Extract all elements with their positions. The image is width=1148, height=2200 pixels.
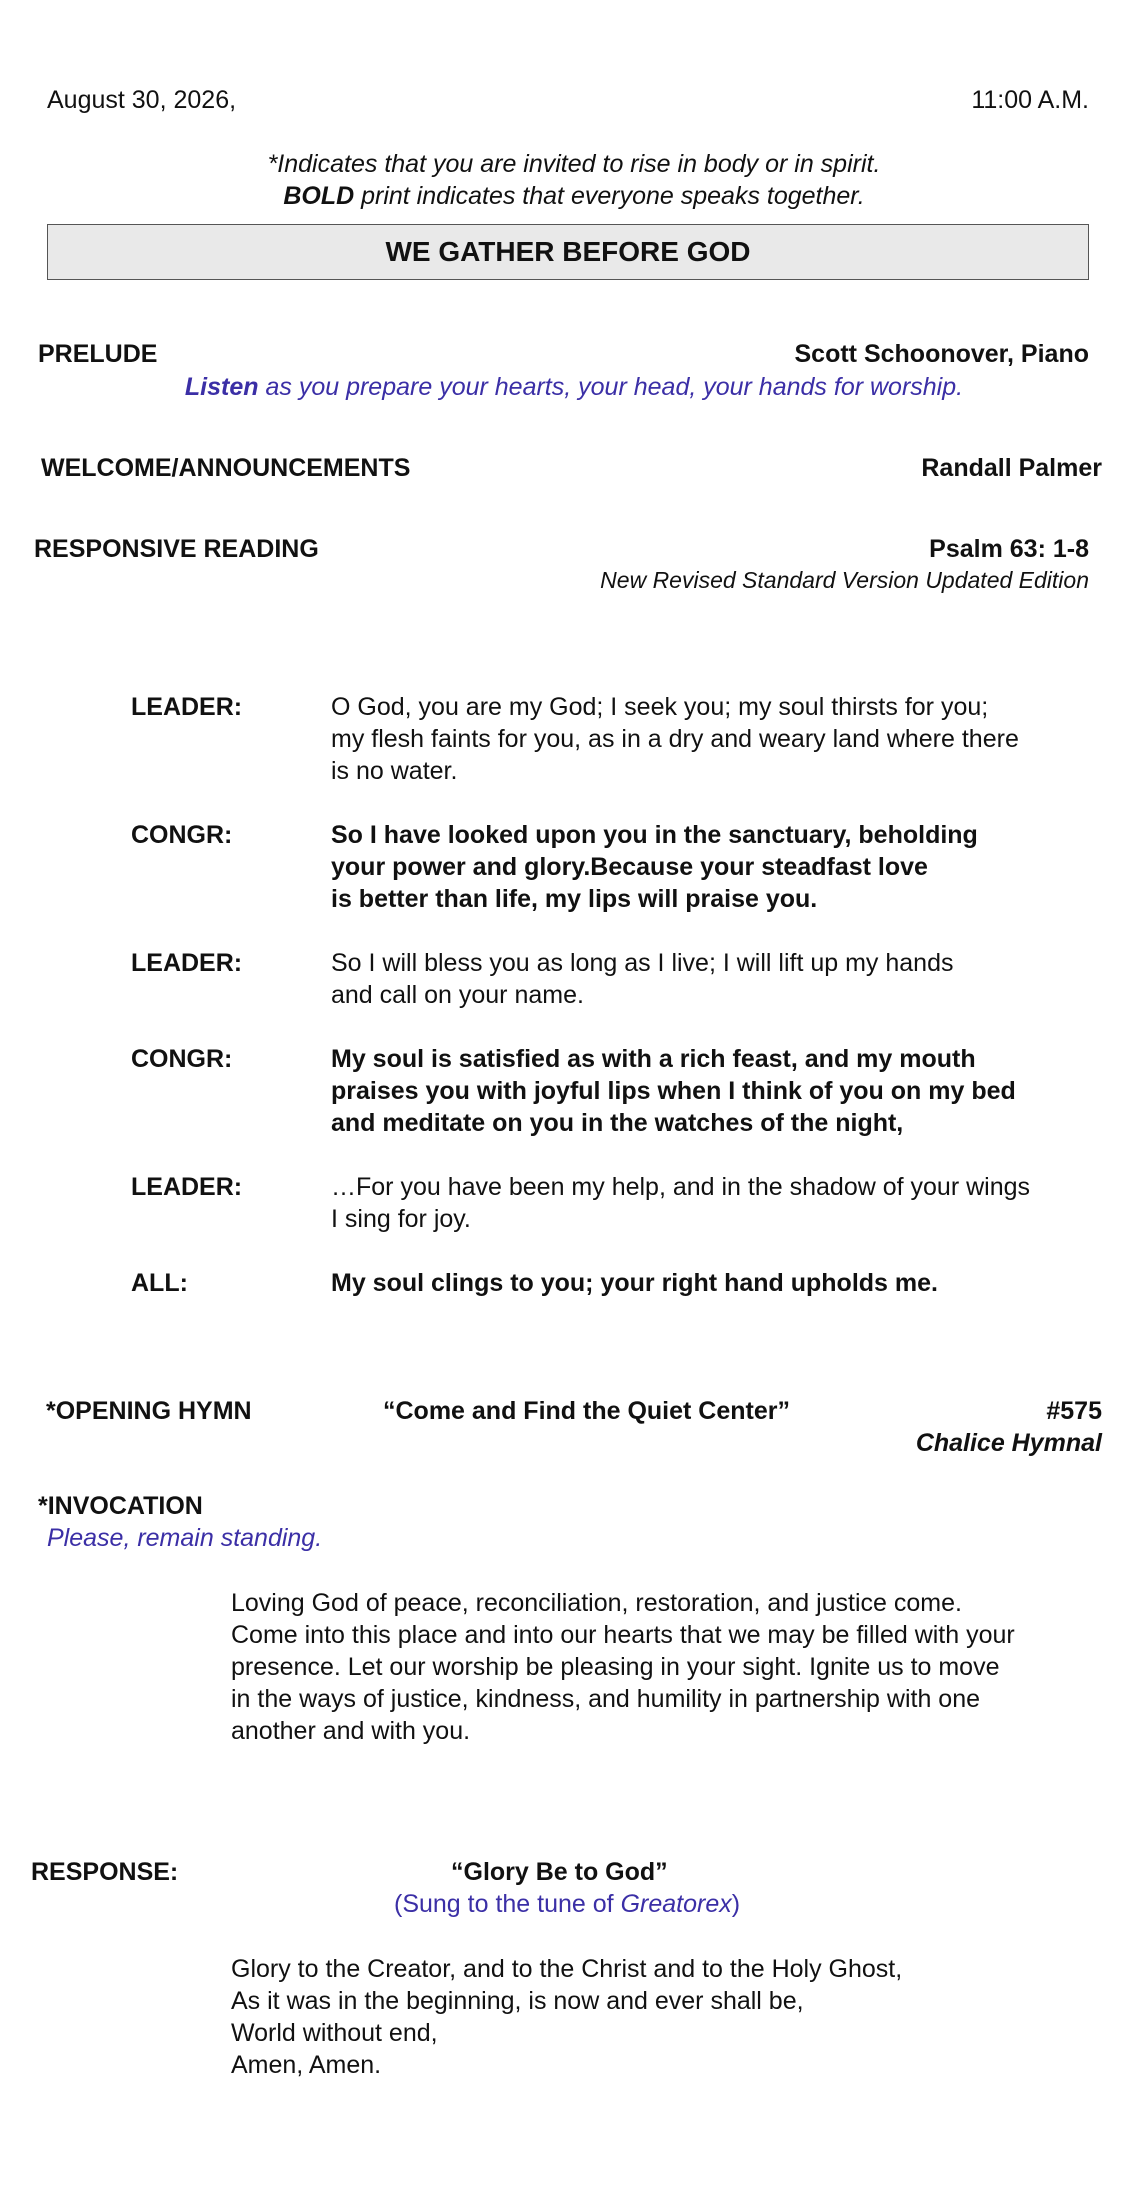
bold-note	[0, 180, 1148, 212]
response-tune	[394, 1888, 740, 1920]
welcome-leader: Randall Palmer	[921, 454, 1102, 482]
opening-hymn-label: *OPENING HYMN	[46, 1397, 252, 1425]
response-lyrics	[231, 1953, 902, 2081]
invocation-prayer	[231, 1587, 1015, 1747]
reading-line: So I have looked upon you in the sanctuary, beholding	[331, 821, 978, 849]
invocation-label: *INVOCATION	[38, 1492, 203, 1520]
speaker-label: LEADER:	[131, 949, 243, 977]
reading-line: My soul clings to you; your right hand upholds me.	[331, 1269, 938, 1297]
opening-hymn-number: #575	[1046, 1397, 1102, 1425]
reading-text	[331, 1171, 1030, 1235]
invocation-instruction: Please, remain standing.	[47, 1524, 323, 1552]
reading-line: So I will bless you as long as I live; I will lift up my hands	[331, 949, 954, 977]
bold-note-text: print indicates that everyone speaks together.	[354, 182, 865, 210]
reading-line: I sing for joy.	[331, 1205, 471, 1233]
speaker-label: ALL:	[131, 1269, 188, 1297]
response-label: RESPONSE:	[31, 1858, 179, 1886]
prayer-line: Loving God of peace, reconciliation, restoration, and justice come.	[231, 1589, 962, 1617]
service-date: August 30, 2026,	[47, 86, 237, 114]
lyric-line: Amen, Amen.	[231, 2051, 382, 2079]
tune-name: Greatorex	[620, 1890, 732, 1918]
speaker-label: CONGR:	[131, 1045, 233, 1073]
speaker-label: LEADER:	[131, 693, 243, 721]
reading-line: praises you with joyful lips when I think of you on my bed	[331, 1077, 1016, 1105]
scripture-reference: Psalm 63: 1-8	[929, 535, 1089, 563]
reading-text	[331, 947, 954, 1011]
welcome-label: WELCOME/ANNOUNCEMENTS	[41, 454, 411, 482]
prayer-line: presence. Let our worship be pleasing in your sight. Ignite us to move	[231, 1653, 1000, 1681]
reading-text	[331, 1267, 938, 1299]
lyric-line: Glory to the Creator, and to the Christ and to the Holy Ghost,	[231, 1955, 903, 1983]
reading-line: is no water.	[331, 757, 458, 785]
prelude-instruction	[0, 371, 1148, 403]
responsive-reading-label: RESPONSIVE READING	[34, 535, 319, 563]
bold-note-keyword: BOLD	[283, 182, 355, 210]
reading-line: My soul is satisfied as with a rich feast, and my mouth	[331, 1045, 976, 1073]
prayer-line: another and with you.	[231, 1717, 471, 1745]
reading-line: O God, you are my God; I seek you; my soul thirsts for you;	[331, 693, 989, 721]
prelude-instruction-keyword: Listen	[184, 373, 259, 401]
reading-line: is better than life, my lips will praise you.	[331, 885, 818, 913]
reading-line: …For you have been my help, and in the shadow of your wings	[331, 1173, 1031, 1201]
service-time: 11:00 A.M.	[971, 86, 1089, 114]
speaker-label: LEADER:	[131, 1173, 243, 1201]
bible-version: New Revised Standard Version Updated Edition	[600, 567, 1089, 593]
rise-note: *Indicates that you are invited to rise in body or in spirit.	[267, 150, 881, 178]
prayer-line: Come into this place and into our hearts that we may be filled with your	[231, 1621, 1015, 1649]
reading-line: and call on your name.	[331, 981, 584, 1009]
section-banner-title: WE GATHER BEFORE GOD	[385, 236, 751, 267]
tune-suffix: )	[731, 1890, 741, 1918]
opening-hymn-title: “Come and Find the Quiet Center”	[383, 1397, 790, 1425]
prelude-label: PRELUDE	[38, 340, 158, 368]
prayer-line: in the ways of justice, kindness, and humility in partnership with one	[231, 1685, 980, 1713]
tune-prefix: (Sung to the tune of	[394, 1890, 621, 1918]
reading-line: my flesh faints for you, as in a dry and weary land where there	[331, 725, 1019, 753]
section-banner	[47, 224, 1089, 280]
reading-line: your power and glory.Because your steadfast love	[331, 853, 928, 881]
response-title: “Glory Be to God”	[451, 1858, 668, 1886]
hymnal-name: Chalice Hymnal	[915, 1429, 1102, 1457]
lyric-line: As it was in the beginning, is now and ever shall be,	[231, 1987, 804, 2015]
lyric-line: World without end,	[231, 2019, 438, 2047]
prelude-instruction-text: as you prepare your hearts, your head, your hands for worship.	[258, 373, 964, 401]
prelude-performer: Scott Schoonover, Piano	[794, 340, 1089, 368]
reading-text	[331, 691, 1019, 787]
reading-line: and meditate on you in the watches of the night,	[331, 1109, 904, 1137]
reading-text	[331, 1043, 1016, 1139]
speaker-label: CONGR:	[131, 821, 233, 849]
reading-text	[331, 819, 978, 915]
